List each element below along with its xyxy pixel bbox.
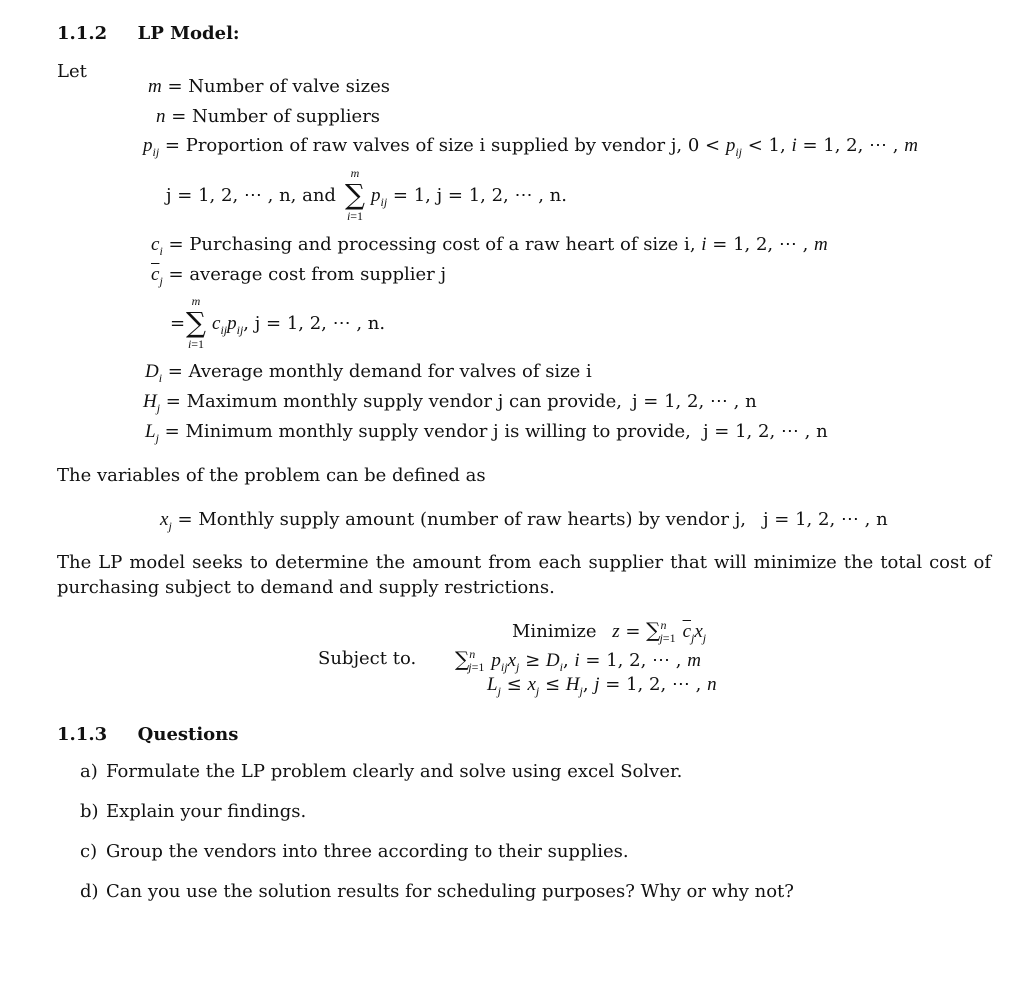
def-ci-text: Purchasing and processing cost of a raw heart of size i [189, 234, 690, 255]
def-Lj-range: j = 1, 2, ⋯ , n [703, 421, 828, 442]
def-xj-text: Monthly supply amount (number of raw hearts) by vendor j, [198, 509, 747, 530]
section-title: LP Model: [137, 23, 240, 44]
sum-lower-i1-2: i=1 [187, 337, 205, 351]
sum-lower-i1: i=1 [346, 209, 364, 223]
sum-symbol-pij [343, 166, 367, 224]
def-m-text: Number of valve sizes [188, 76, 390, 97]
lp-intro-paragraph: The LP model seeks to determine the amount from each supplier that will minimize the total cost of purchasing subject to demand and supply restrictions. [57, 552, 991, 598]
sum-upper-m: m [350, 166, 360, 180]
sum-symbol-cbar [184, 294, 208, 352]
def-Di-text: Average monthly demand for valves of size i [188, 361, 592, 382]
def-pij-sum: $p_{ij} = 1$, j = 1, 2, ⋯ , n. [371, 185, 567, 209]
section-heading-questions [57, 724, 238, 746]
sigma-icon: ∑ [345, 178, 365, 211]
question-a [80, 761, 682, 783]
objective: Minimize z = ∑$^n_{j=1}$ $\overline{c}_jx_j$ [512, 618, 707, 645]
constraint-demand: ∑$^n_{j=1}$ $p_{ij}x_j \ge D_i$, i = 1, 2, ⋯ , m [455, 647, 701, 674]
def-xj-range: j = 1, 2, ⋯ , n [763, 509, 888, 530]
let-label: Let [57, 61, 87, 82]
cbar-equals: = [170, 313, 186, 334]
def-cbar-text: average cost from supplier j [189, 264, 447, 285]
def-pij: $p_{ij}$ = Proportion of raw valves of size i supplied by vendor j, $0 < p_{ij} < 1$, i = 1, 2, ⋯ , m [143, 135, 918, 159]
def-pij-range-text: j = 1, 2, ⋯ , n, and [166, 185, 336, 206]
question-d [80, 881, 794, 903]
variables-intro: The variables of the problem can be defined as [57, 465, 486, 486]
question-text: Can you use the solution results for scheduling purposes? Why or why not? [106, 881, 794, 902]
cbar-sum-text: , j = 1, 2, ⋯ , n. [243, 313, 386, 334]
def-cbar: $\overline{c}_j$ = average cost from supplier j [151, 264, 447, 288]
def-Lj-text: Minimum monthly supply vendor j is willing to provide, [185, 421, 691, 442]
question-text: Formulate the LP problem clearly and solve using excel Solver. [106, 761, 683, 782]
def-Hj-text: Maximum monthly supply vendor j can provide, [186, 391, 622, 412]
def-ci: $c_i$ = Purchasing and processing cost of a raw heart of size i, i = 1, 2, ⋯ , m [151, 234, 828, 258]
minimize-label: Minimize [512, 621, 597, 642]
sigma-icon-2: ∑ [186, 306, 206, 339]
def-pij-range [166, 185, 336, 207]
section-number-q: 1.1.3 [57, 724, 108, 745]
def-Di: $D_i$ = Average monthly demand for valves of size i [145, 361, 592, 385]
question-label: c) [80, 841, 98, 862]
sum-upper-m2: m [191, 294, 201, 308]
section-number: 1.1.2 [57, 23, 108, 44]
def-pij-text: Proportion of raw valves of size i supplied by vendor j [185, 135, 677, 156]
question-text: Explain your findings. [106, 801, 307, 822]
question-label: b) [80, 801, 99, 822]
def-n: n = Number of suppliers [156, 106, 381, 127]
section-title-q: Questions [137, 724, 239, 745]
subject-to-label: Subject to. [318, 648, 417, 669]
def-n-text: Number of suppliers [192, 106, 381, 127]
def-pij-sum-text: = 1, j = 1, 2, ⋯ , n. [392, 185, 567, 206]
question-text: Group the vendors into three according to their supplies. [106, 841, 629, 862]
question-label: d) [80, 881, 99, 902]
question-c [80, 841, 629, 863]
def-Hj-range: j = 1, 2, ⋯ , n [632, 391, 757, 412]
def-m: m = Number of valve sizes [148, 76, 390, 97]
cbar-sum-expr: $c_{ij}p_{ij}$, j = 1, 2, ⋯ , n. [212, 313, 386, 337]
question-label: a) [80, 761, 98, 782]
def-Lj: $L_j$ = Minimum monthly supply vendor j is willing to provide, [145, 421, 691, 445]
def-xj: $x_j$ = Monthly supply amount (number of raw hearts) by vendor j, [160, 509, 747, 533]
question-b [80, 801, 306, 823]
constraint-supply: $L_j \le x_j \le H_j$, j = 1, 2, ⋯ , n [487, 674, 717, 698]
section-heading-lp-model [57, 23, 240, 45]
def-Hj: $H_j$ = Maximum monthly supply vendor j can provide, [143, 391, 622, 415]
